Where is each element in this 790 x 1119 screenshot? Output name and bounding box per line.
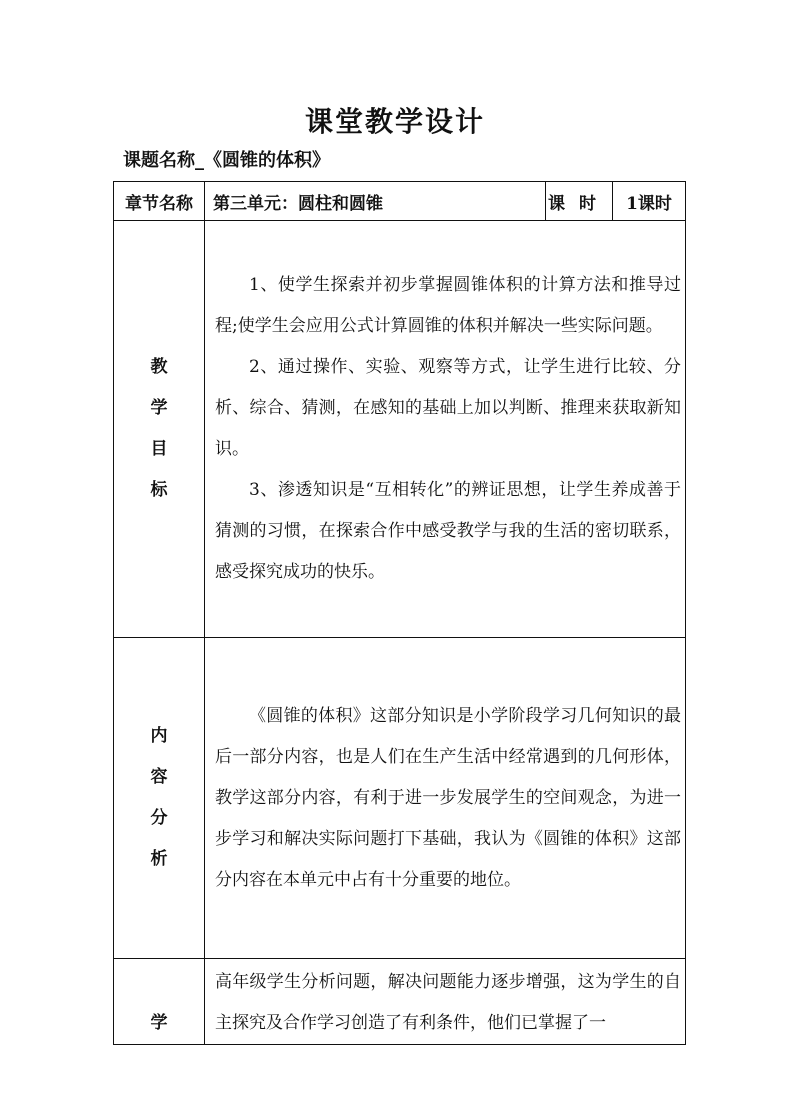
hours-value-cell <box>613 182 686 221</box>
lesson-name-label: 课题名称 <box>123 150 195 171</box>
analysis-row <box>114 638 686 959</box>
goals-paragraph: 3、渗透知识是“互相转化”的辨证思想，让学生养成善于猜测的习惯，在探索合作中感受教学与我的生活的密切联系，感受探究成功的快乐。 <box>215 480 681 582</box>
goals-label-char: 目 <box>150 439 168 459</box>
analysis-content-cell <box>205 638 686 959</box>
analysis-label-char: 容 <box>150 767 168 787</box>
hours-label: 课时 <box>548 193 610 214</box>
students-row <box>114 959 686 1045</box>
goals-content-cell <box>205 221 686 638</box>
goals-label-char: 标 <box>150 480 168 500</box>
hours-label-cell <box>546 182 613 221</box>
students-label-cell <box>114 959 205 1045</box>
analysis-label-char: 析 <box>150 849 168 869</box>
document-title: 课堂教学设计 <box>304 105 485 138</box>
analysis-label-cell <box>114 638 205 959</box>
chapter-value: 第三单元：圆柱和圆锥 <box>213 193 383 214</box>
lesson-name-value: 《圆锥的体积》 <box>204 150 330 171</box>
lesson-name-separator: _ <box>195 150 204 171</box>
goals-paragraph: 1、使学生探索并初步掌握圆锥体积的计算方法和推导过程;使学生会应用公式计算圆锥的体积并解决一些实际问题。 <box>215 275 681 336</box>
analysis-paragraph: 《圆锥的体积》这部分知识是小学阶段学习几何知识的最后一部分内容，也是人们在生产生活中经常遇到的几何形体，教学这部分内容，有利于进一步发展学生的空间观念，为进一步学习和解决实际问题打下基础，我认为《圆锥的体积》这部分内容在本单元中占有十分重要的地位。 <box>215 705 681 890</box>
goals-row <box>114 221 686 638</box>
lesson-name-line <box>123 146 330 172</box>
goals-label-char: 学 <box>150 398 168 418</box>
analysis-label-char: 分 <box>150 808 168 828</box>
students-content-cell <box>205 959 686 1045</box>
header-row <box>114 182 686 221</box>
analysis-label-char: 内 <box>150 726 168 746</box>
goals-label-char: 教 <box>150 357 168 377</box>
goals-paragraph: 2、通过操作、实验、观察等方式，让学生进行比较、分析、综合、猜测，在感知的基础上加以判断、推理来获取新知识。 <box>215 357 681 459</box>
chapter-label-cell <box>114 182 205 221</box>
hours-value: 1课时 <box>626 193 672 214</box>
chapter-label: 章节名称 <box>125 193 193 214</box>
students-label-char: 学 <box>150 1013 168 1033</box>
students-paragraph: 高年级学生分析问题，解决问题能力逐步增强，这为学生的自主探究及合作学习创造了有利条件，他们已掌握了一 <box>215 971 681 1033</box>
goals-label-cell <box>114 221 205 638</box>
lesson-plan-table <box>113 181 686 1045</box>
chapter-value-cell <box>205 182 546 221</box>
